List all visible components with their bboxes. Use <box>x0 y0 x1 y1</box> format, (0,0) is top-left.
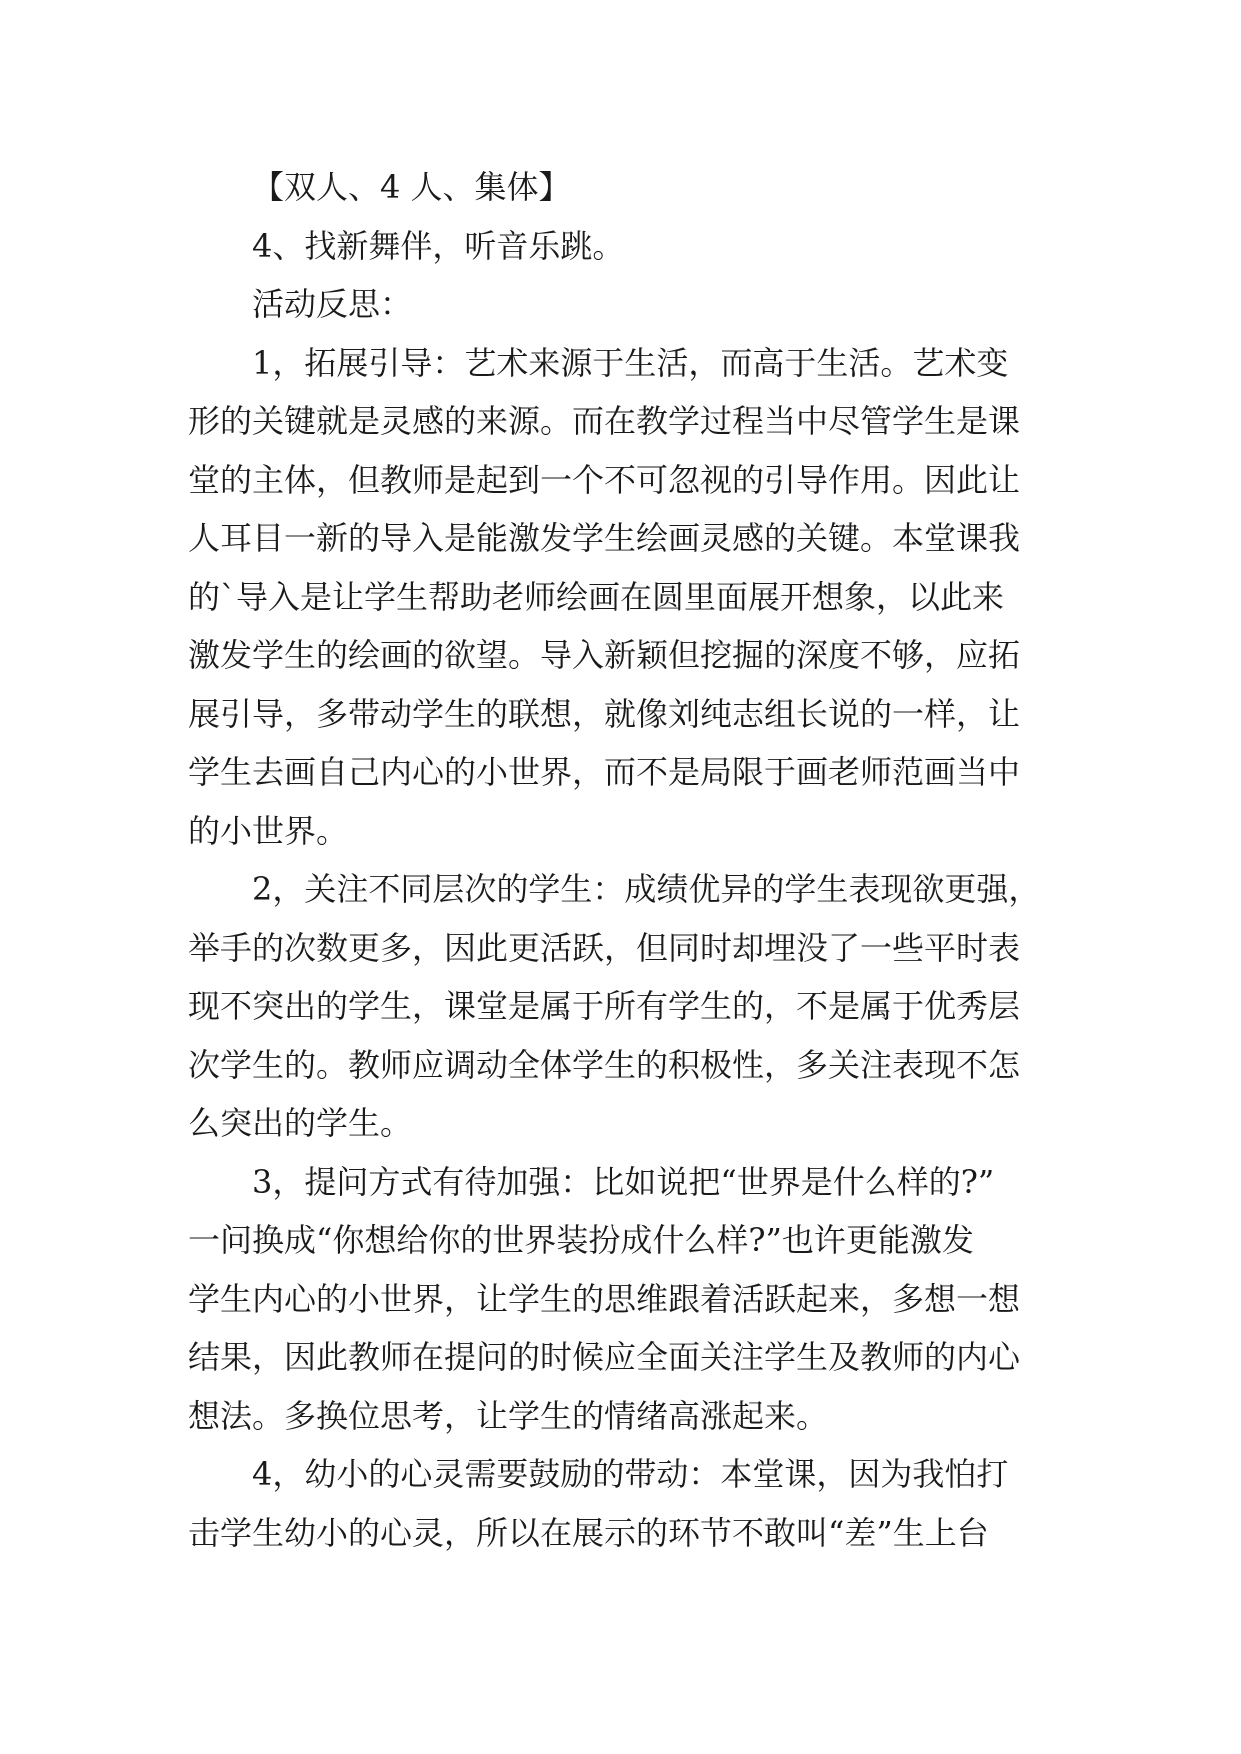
text-line: 举手的次数更多，因此更活跃，但同时却埋没了一些平时表 <box>188 928 1021 967</box>
text-line: 结果，因此教师在提问的时候应全面关注学生及教师的内心 <box>188 1338 1021 1376</box>
text-line: 击学生幼小的心灵，所以在展示的环节不敢叫“差”生上台 <box>188 1513 989 1552</box>
text-line: 1，拓展引导：艺术来源于生活，而高于生活。艺术变 <box>252 343 1009 382</box>
text-line: 么突出的学生。 <box>188 1104 413 1142</box>
text-line: 活动反思： <box>252 285 413 323</box>
document-body <box>188 158 1068 1562</box>
text-line: 3，提问方式有待加强：比如说把“世界是什么样的?” <box>252 1162 995 1201</box>
text-line: 人耳目一新的导入是能激发学生绘画灵感的关键。本堂课我 <box>188 519 1021 557</box>
text-line: 一问换成“你想给你的世界装扮成什么样?”也许更能激发 <box>188 1221 974 1259</box>
text-line: 4、找新舞伴，听音乐跳。 <box>252 226 625 265</box>
text-line: 学生去画自己内心的小世界，而不是局限于画老师范画当中 <box>188 753 1021 791</box>
text-line: 次学生的。教师应调动全体学生的积极性，多关注表现不怎 <box>188 1045 1021 1084</box>
text-line: 激发学生的绘画的欲望。导入新颖但挖掘的深度不够，应拓 <box>188 636 1021 674</box>
text-line: 4，幼小的心灵需要鼓励的带动：本堂课，因为我怕打 <box>252 1455 1009 1493</box>
text-line: 2，关注不同层次的学生：成绩优异的学生表现欲更强， <box>252 870 1041 908</box>
text-line: 形的关键就是灵感的来源。而在教学过程当中尽管学生是课 <box>188 402 1021 440</box>
text-line: 【双人、4 人、集体】 <box>252 168 571 206</box>
text-line: 展引导，多带动学生的联想，就像刘纯志组长说的一样，让 <box>188 694 1021 733</box>
text-line: 想法。多换位思考，让学生的情绪高涨起来。 <box>188 1396 829 1435</box>
text-line: 堂的主体，但教师是起到一个不可忽视的引导作用。因此让 <box>188 460 1021 499</box>
text-line: 的`导入是让学生帮助老师绘画在圆里面展开想象，以此来 <box>188 577 1005 616</box>
text-line: 学生内心的小世界，让学生的思维跟着活跃起来，多想一想 <box>188 1279 1021 1318</box>
text-line: 现不突出的学生，课堂是属于所有学生的，不是属于优秀层 <box>188 987 1021 1025</box>
text-line: 的小世界。 <box>188 811 349 850</box>
